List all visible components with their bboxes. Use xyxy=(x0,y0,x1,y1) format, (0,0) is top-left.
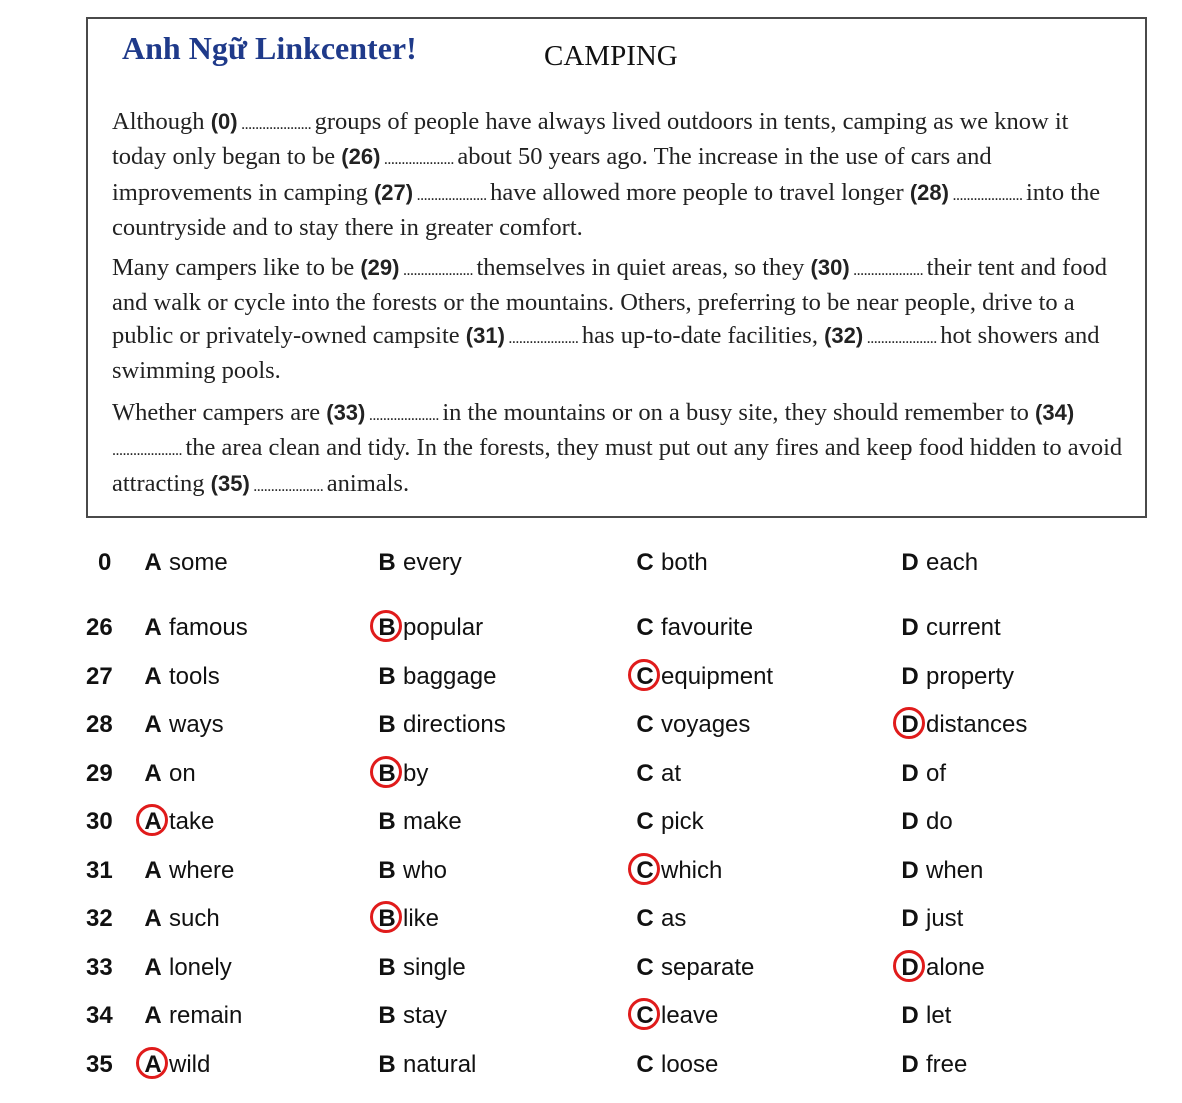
answer-option[interactable] xyxy=(371,663,496,691)
option-word: on xyxy=(169,760,196,787)
option-word: such xyxy=(169,905,220,932)
question-row xyxy=(0,808,1182,848)
answer-option[interactable] xyxy=(137,614,248,642)
selected-option-letter: A xyxy=(137,808,169,836)
gap-blank[interactable]: .................... xyxy=(504,329,582,347)
question-number: 28 xyxy=(86,711,113,738)
option-word: free xyxy=(926,1051,968,1078)
brand-title: Anh Ngữ Linkcenter! xyxy=(122,30,417,66)
option-letter: A xyxy=(144,711,162,738)
answer-option[interactable] xyxy=(629,905,686,933)
option-word: voyages xyxy=(661,711,751,738)
option-letter: A xyxy=(144,905,162,932)
option-word: as xyxy=(661,905,687,932)
answer-option[interactable] xyxy=(894,954,985,982)
option-word: ways xyxy=(169,711,224,738)
option-word: distances xyxy=(926,711,1028,738)
option-word: do xyxy=(926,808,953,835)
answer-option[interactable] xyxy=(137,1002,242,1030)
question-row xyxy=(0,954,1182,994)
gap-number: (29) xyxy=(360,255,400,280)
question-number: 33 xyxy=(86,954,113,981)
answer-option[interactable] xyxy=(137,663,220,691)
option-letter: C xyxy=(636,614,654,641)
option-word: stay xyxy=(403,1002,448,1029)
question-number: 31 xyxy=(86,857,113,884)
paragraph-1 xyxy=(112,106,1126,244)
gap-blank[interactable]: .................... xyxy=(849,262,927,279)
answer-option[interactable] xyxy=(371,1002,447,1030)
answer-option[interactable] xyxy=(894,808,953,836)
question-row xyxy=(0,549,1182,589)
question-number: 29 xyxy=(86,760,113,787)
option-letter: A xyxy=(144,663,162,690)
option-word: each xyxy=(926,549,979,576)
answer-option[interactable] xyxy=(629,711,750,739)
option-word: when xyxy=(926,857,984,884)
gap-blank[interactable]: .................... xyxy=(863,329,941,347)
answer-option[interactable] xyxy=(629,663,773,691)
option-word: who xyxy=(403,857,448,884)
option-letter: A xyxy=(144,614,162,641)
gap-number: (27) xyxy=(373,179,414,205)
option-word: natural xyxy=(403,1051,477,1078)
question-row xyxy=(0,857,1182,897)
question-number: 34 xyxy=(86,1002,113,1029)
question-number: 35 xyxy=(86,1051,113,1078)
gap-blank[interactable]: .................... xyxy=(112,442,186,460)
text: about 50 years ago. The increase in the use of cars and improvements in camping xyxy=(112,143,992,206)
option-letter: B xyxy=(378,711,396,738)
text: Whether campers are xyxy=(112,399,327,426)
question-number: 30 xyxy=(86,808,113,835)
option-letter: D xyxy=(901,663,919,690)
text: their tent and food and walk or cycle into the forests or the mountains. Others, preferring to be near people, drive to a public or privately-owned campsite xyxy=(112,254,1107,349)
answer-option[interactable] xyxy=(629,1051,718,1079)
gap-blank[interactable]: .................... xyxy=(365,407,443,424)
selected-option-letter: C xyxy=(629,857,661,885)
answer-option[interactable] xyxy=(629,549,708,577)
answer-option[interactable] xyxy=(894,711,1027,739)
answer-option[interactable] xyxy=(894,663,1014,691)
option-word: directions xyxy=(403,711,506,738)
option-word: where xyxy=(169,857,235,884)
gap-blank[interactable]: .................... xyxy=(948,186,1026,204)
answer-option[interactable] xyxy=(894,760,946,788)
option-word: wild xyxy=(169,1051,211,1078)
question-row xyxy=(0,614,1182,654)
selected-option-letter: D xyxy=(894,954,926,982)
page-title: CAMPING xyxy=(544,40,678,72)
answer-option[interactable] xyxy=(629,857,722,885)
gap-number: (26) xyxy=(341,144,381,170)
option-word: take xyxy=(169,808,215,835)
answer-option[interactable] xyxy=(371,1051,476,1079)
answer-option[interactable] xyxy=(371,905,439,933)
answer-option[interactable] xyxy=(137,760,196,788)
paragraph-2 xyxy=(112,252,1126,387)
answer-option[interactable] xyxy=(137,954,232,982)
option-word: lonely xyxy=(169,954,232,981)
option-word: favourite xyxy=(661,614,754,641)
option-letter: C xyxy=(636,549,654,576)
answer-option[interactable] xyxy=(371,549,462,577)
paragraph-3 xyxy=(112,397,1126,503)
option-letter: D xyxy=(901,549,919,576)
text: has up-to-date facilities, xyxy=(581,321,825,349)
option-word: by xyxy=(403,760,429,787)
option-letter: D xyxy=(901,760,919,787)
option-letter: B xyxy=(378,808,396,835)
answer-option[interactable] xyxy=(137,549,228,577)
option-word: loose xyxy=(661,1051,719,1078)
answer-option[interactable] xyxy=(137,1051,210,1079)
answer-option[interactable] xyxy=(371,711,506,739)
answer-option[interactable] xyxy=(894,1051,967,1079)
text: have allowed more people to travel longer xyxy=(490,178,910,206)
gap-number: (31) xyxy=(465,322,505,348)
gap-blank[interactable]: .................... xyxy=(237,116,315,133)
answer-option[interactable] xyxy=(894,857,983,885)
option-word: at xyxy=(661,760,682,787)
option-letter: B xyxy=(378,663,396,690)
answer-option[interactable] xyxy=(371,760,428,788)
question-row xyxy=(0,1002,1182,1042)
gap-blank[interactable]: .................... xyxy=(249,477,327,495)
option-word: property xyxy=(926,663,1015,690)
gap-number: (0) xyxy=(210,109,238,134)
question-row xyxy=(0,905,1182,945)
answer-option[interactable] xyxy=(371,857,447,885)
text: groups of people have always lived outdoors in tents, camping as we know it today only began to be xyxy=(112,108,1069,171)
answer-option[interactable] xyxy=(629,760,681,788)
option-word: leave xyxy=(661,1002,719,1029)
option-word: both xyxy=(661,549,708,576)
text: hot showers and swimming pools. xyxy=(112,321,1100,384)
gap-number: (35) xyxy=(210,470,250,496)
option-letter: C xyxy=(636,1051,654,1078)
gap-number: (32) xyxy=(824,322,864,348)
gap-number: (34) xyxy=(1035,400,1075,425)
gap-blank[interactable]: .................... xyxy=(413,186,491,204)
answer-option[interactable] xyxy=(629,808,704,836)
text: the area clean and tidy. In the forests, they must put out any fires and keep food hidden to avoid attracting xyxy=(112,434,1123,497)
option-letter: A xyxy=(144,857,162,884)
question-row xyxy=(0,711,1182,751)
option-word: of xyxy=(926,760,947,787)
option-word: just xyxy=(926,905,964,932)
text: Although xyxy=(112,108,211,135)
option-word: which xyxy=(661,857,723,884)
gap-number: (30) xyxy=(810,255,850,280)
answer-option[interactable] xyxy=(629,614,753,642)
option-letter: C xyxy=(636,760,654,787)
option-letter: B xyxy=(378,1002,396,1029)
answer-option[interactable] xyxy=(137,905,220,933)
option-word: baggage xyxy=(403,663,497,690)
answer-option[interactable] xyxy=(894,905,963,933)
option-letter: D xyxy=(901,905,919,932)
option-letter: B xyxy=(378,954,396,981)
answer-option[interactable] xyxy=(629,1002,718,1030)
option-letter: A xyxy=(144,549,162,576)
answer-option[interactable] xyxy=(371,808,462,836)
selected-option-letter: C xyxy=(629,1002,661,1030)
option-letter: C xyxy=(636,954,654,981)
option-letter: D xyxy=(901,1051,919,1078)
option-word: like xyxy=(403,905,440,932)
answer-option[interactable] xyxy=(894,614,1001,642)
answer-option[interactable] xyxy=(894,549,978,577)
option-word: every xyxy=(403,549,462,576)
selected-option-letter: B xyxy=(371,905,403,933)
option-letter: C xyxy=(636,808,654,835)
option-word: current xyxy=(926,614,1001,641)
question-row xyxy=(0,663,1182,703)
option-letter: B xyxy=(378,1051,396,1078)
option-letter: A xyxy=(144,1002,162,1029)
gap-number: (33) xyxy=(326,400,366,425)
option-word: let xyxy=(926,1002,952,1029)
option-letter: C xyxy=(636,905,654,932)
selected-option-letter: A xyxy=(137,1051,169,1079)
answer-option[interactable] xyxy=(137,808,214,836)
option-letter: D xyxy=(901,1002,919,1029)
gap-number: (28) xyxy=(909,179,949,205)
selected-option-letter: B xyxy=(371,760,403,788)
answer-option[interactable] xyxy=(137,711,224,739)
answer-option[interactable] xyxy=(371,954,466,982)
answer-option[interactable] xyxy=(629,954,754,982)
gap-blank[interactable]: .................... xyxy=(399,262,477,279)
option-word: some xyxy=(169,549,228,576)
text: Many campers like to be xyxy=(112,254,361,281)
text: in the mountains or on a busy site, they should remember to xyxy=(442,399,1036,426)
option-word: pick xyxy=(661,808,704,835)
answer-option[interactable] xyxy=(371,614,483,642)
question-row xyxy=(0,1051,1182,1091)
option-word: separate xyxy=(661,954,755,981)
option-word: alone xyxy=(926,954,985,981)
text: into the countryside and to stay there in greater comfort. xyxy=(112,178,1101,241)
question-number: 26 xyxy=(86,614,113,641)
selected-option-letter: B xyxy=(371,614,403,642)
question-number: 32 xyxy=(86,905,113,932)
selected-option-letter: D xyxy=(894,711,926,739)
option-word: make xyxy=(403,808,462,835)
option-letter: B xyxy=(378,857,396,884)
option-letter: D xyxy=(901,808,919,835)
option-word: famous xyxy=(169,614,248,641)
answer-option[interactable] xyxy=(894,1002,951,1030)
text: themselves in quiet areas, so they xyxy=(476,254,811,281)
question-row xyxy=(0,760,1182,800)
option-word: popular xyxy=(403,614,484,641)
text: animals. xyxy=(326,469,410,497)
option-letter: A xyxy=(144,760,162,787)
option-word: tools xyxy=(169,663,220,690)
gap-blank[interactable]: .................... xyxy=(380,151,458,169)
selected-option-letter: C xyxy=(629,663,661,691)
option-letter: D xyxy=(901,857,919,884)
answer-option[interactable] xyxy=(137,857,234,885)
option-word: remain xyxy=(169,1002,243,1029)
option-letter: D xyxy=(901,614,919,641)
option-letter: C xyxy=(636,711,654,738)
question-number: 27 xyxy=(86,663,113,690)
option-letter: A xyxy=(144,954,162,981)
option-letter: B xyxy=(378,549,396,576)
question-number: 0 xyxy=(98,549,112,576)
option-word: equipment xyxy=(661,663,774,690)
option-word: single xyxy=(403,954,466,981)
